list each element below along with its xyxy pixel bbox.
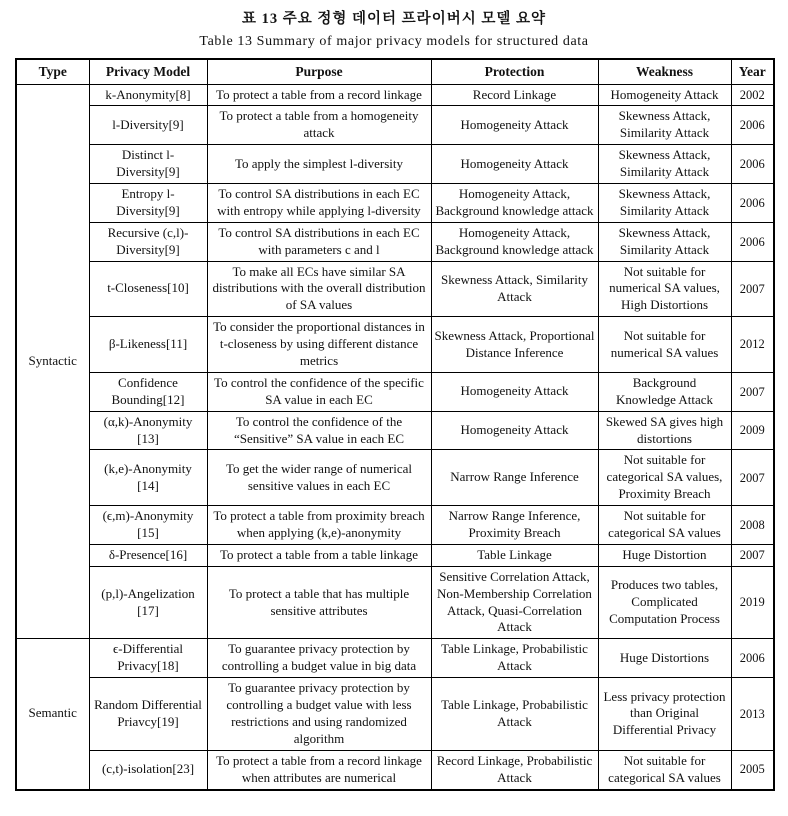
purpose-cell: To consider the proportional distances in t-closeness by using different distance metrics bbox=[207, 317, 431, 373]
table-header-row bbox=[16, 59, 774, 84]
protection-cell: Homogeneity Attack bbox=[431, 411, 598, 450]
year-cell: 2013 bbox=[731, 678, 774, 751]
table-row bbox=[16, 566, 774, 639]
table-row bbox=[16, 639, 774, 678]
year-cell: 2007 bbox=[731, 261, 774, 317]
table-row bbox=[16, 261, 774, 317]
column-header-year: Year bbox=[731, 59, 774, 84]
year-cell: 2007 bbox=[731, 372, 774, 411]
table-caption-english: Table 13 Summary of major privacy models for structured data bbox=[199, 34, 589, 49]
weakness-cell: Produces two tables, Complicated Computation Process bbox=[598, 566, 731, 639]
year-cell: 2005 bbox=[731, 750, 774, 789]
protection-cell: Table Linkage bbox=[431, 544, 598, 566]
weakness-cell: Skewness Attack, Similarity Attack bbox=[598, 106, 731, 145]
model-cell: t-Closeness[10] bbox=[89, 261, 207, 317]
purpose-cell: To control SA distributions in each EC with entropy while applying l-diversity bbox=[207, 184, 431, 223]
purpose-cell: To control SA distributions in each EC with parameters c and l bbox=[207, 222, 431, 261]
column-header-weakness: Weakness bbox=[598, 59, 731, 84]
model-cell: (α,k)-Anonymity [13] bbox=[89, 411, 207, 450]
protection-cell: Skewness Attack, Similarity Attack bbox=[431, 261, 598, 317]
model-cell: l-Diversity[9] bbox=[89, 106, 207, 145]
purpose-cell: To apply the simplest l-diversity bbox=[207, 145, 431, 184]
model-cell: Random Differential Priavcy[19] bbox=[89, 678, 207, 751]
year-cell: 2008 bbox=[731, 506, 774, 545]
protection-cell: Narrow Range Inference bbox=[431, 450, 598, 506]
year-cell: 2007 bbox=[731, 450, 774, 506]
protection-cell: Homogeneity Attack bbox=[431, 145, 598, 184]
weakness-cell: Less privacy protection than Original Differential Privacy bbox=[598, 678, 731, 751]
model-cell: Entropy l-Diversity[9] bbox=[89, 184, 207, 223]
purpose-cell: To protect a table from a record linkage bbox=[207, 84, 431, 106]
purpose-cell: To control the confidence of the specific SA value in each EC bbox=[207, 372, 431, 411]
protection-cell: Skewness Attack, Proportional Distance Inference bbox=[431, 317, 598, 373]
year-cell: 2012 bbox=[731, 317, 774, 373]
model-cell: (ϵ,m)-Anonymity [15] bbox=[89, 506, 207, 545]
table-row bbox=[16, 84, 774, 106]
protection-cell: Homogeneity Attack, Background knowledge attack bbox=[431, 222, 598, 261]
weakness-cell: Skewness Attack, Similarity Attack bbox=[598, 184, 731, 223]
purpose-cell: To guarantee privacy protection by controlling a budget value in big data bbox=[207, 639, 431, 678]
table-head bbox=[16, 59, 774, 84]
purpose-cell: To get the wider range of numerical sensitive values in each EC bbox=[207, 450, 431, 506]
model-cell: Confidence Bounding[12] bbox=[89, 372, 207, 411]
purpose-cell: To protect a table from proximity breach when applying (k,e)-anonymity bbox=[207, 506, 431, 545]
year-cell: 2009 bbox=[731, 411, 774, 450]
weakness-cell: Not suitable for categorical SA values bbox=[598, 506, 731, 545]
table-body bbox=[16, 84, 774, 789]
weakness-cell: Not suitable for categorical SA values bbox=[598, 750, 731, 789]
model-cell: δ-Presence[16] bbox=[89, 544, 207, 566]
table-row bbox=[16, 184, 774, 223]
table-row bbox=[16, 450, 774, 506]
table-row bbox=[16, 678, 774, 751]
weakness-cell: Not suitable for categorical SA values, Proximity Breach bbox=[598, 450, 731, 506]
table-row bbox=[16, 317, 774, 373]
column-header-protection: Protection bbox=[431, 59, 598, 84]
protection-cell: Table Linkage, Probabilistic Attack bbox=[431, 639, 598, 678]
model-cell: ϵ-Differential Privacy[18] bbox=[89, 639, 207, 678]
year-cell: 2006 bbox=[731, 639, 774, 678]
model-cell: k-Anonymity[8] bbox=[89, 84, 207, 106]
purpose-cell: To guarantee privacy protection by controlling a budget value with less restrictions and using randomized algorithm bbox=[207, 678, 431, 751]
purpose-cell: To protect a table from a homogeneity attack bbox=[207, 106, 431, 145]
model-cell: Distinct l-Diversity[9] bbox=[89, 145, 207, 184]
protection-cell: Homogeneity Attack bbox=[431, 372, 598, 411]
purpose-cell: To control the confidence of the “Sensitive” SA value in each EC bbox=[207, 411, 431, 450]
protection-cell: Homogeneity Attack, Background knowledge attack bbox=[431, 184, 598, 223]
privacy-models-table bbox=[15, 58, 775, 791]
weakness-cell: Homogeneity Attack bbox=[598, 84, 731, 106]
protection-cell: Narrow Range Inference, Proximity Breach bbox=[431, 506, 598, 545]
table-row bbox=[16, 411, 774, 450]
weakness-cell: Skewed SA gives high distortions bbox=[598, 411, 731, 450]
weakness-cell: Background Knowledge Attack bbox=[598, 372, 731, 411]
weakness-cell: Skewness Attack, Similarity Attack bbox=[598, 222, 731, 261]
year-cell: 2006 bbox=[731, 106, 774, 145]
table-row bbox=[16, 145, 774, 184]
type-group-cell-syntactic: Syntactic bbox=[16, 84, 89, 639]
year-cell: 2006 bbox=[731, 145, 774, 184]
year-cell: 2019 bbox=[731, 566, 774, 639]
purpose-cell: To protect a table from a record linkage when attributes are numerical bbox=[207, 750, 431, 789]
weakness-cell: Not suitable for numerical SA values bbox=[598, 317, 731, 373]
year-cell: 2007 bbox=[731, 544, 774, 566]
column-header-purpose: Purpose bbox=[207, 59, 431, 84]
model-cell: (c,t)-isolation[23] bbox=[89, 750, 207, 789]
year-cell: 2006 bbox=[731, 222, 774, 261]
type-group-cell-semantic: Semantic bbox=[16, 639, 89, 790]
protection-cell: Table Linkage, Probabilistic Attack bbox=[431, 678, 598, 751]
weakness-cell: Huge Distortion bbox=[598, 544, 731, 566]
weakness-cell: Not suitable for numerical SA values, High Distortions bbox=[598, 261, 731, 317]
model-cell: β-Likeness[11] bbox=[89, 317, 207, 373]
table-row bbox=[16, 750, 774, 789]
table-row bbox=[16, 506, 774, 545]
protection-cell: Record Linkage bbox=[431, 84, 598, 106]
purpose-cell: To make all ECs have similar SA distributions with the overall distribution of SA values bbox=[207, 261, 431, 317]
protection-cell: Sensitive Correlation Attack, Non-Membership Correlation Attack, Quasi-Correlation Attack bbox=[431, 566, 598, 639]
protection-cell: Record Linkage, Probabilistic Attack bbox=[431, 750, 598, 789]
weakness-cell: Skewness Attack, Similarity Attack bbox=[598, 145, 731, 184]
protection-cell: Homogeneity Attack bbox=[431, 106, 598, 145]
column-header-privacy-model: Privacy Model bbox=[89, 59, 207, 84]
table-row bbox=[16, 372, 774, 411]
column-header-type: Type bbox=[16, 59, 89, 84]
table-caption-korean: 표 13 주요 정형 데이터 프라이버시 모델 요약 bbox=[242, 11, 546, 27]
table-row bbox=[16, 222, 774, 261]
table-row bbox=[16, 544, 774, 566]
model-cell: Recursive (c,l)-Diversity[9] bbox=[89, 222, 207, 261]
model-cell: (p,l)-Angelization [17] bbox=[89, 566, 207, 639]
weakness-cell: Huge Distortions bbox=[598, 639, 731, 678]
year-cell: 2002 bbox=[731, 84, 774, 106]
table-row bbox=[16, 106, 774, 145]
purpose-cell: To protect a table from a table linkage bbox=[207, 544, 431, 566]
purpose-cell: To protect a table that has multiple sensitive attributes bbox=[207, 566, 431, 639]
model-cell: (k,e)-Anonymity [14] bbox=[89, 450, 207, 506]
year-cell: 2006 bbox=[731, 184, 774, 223]
